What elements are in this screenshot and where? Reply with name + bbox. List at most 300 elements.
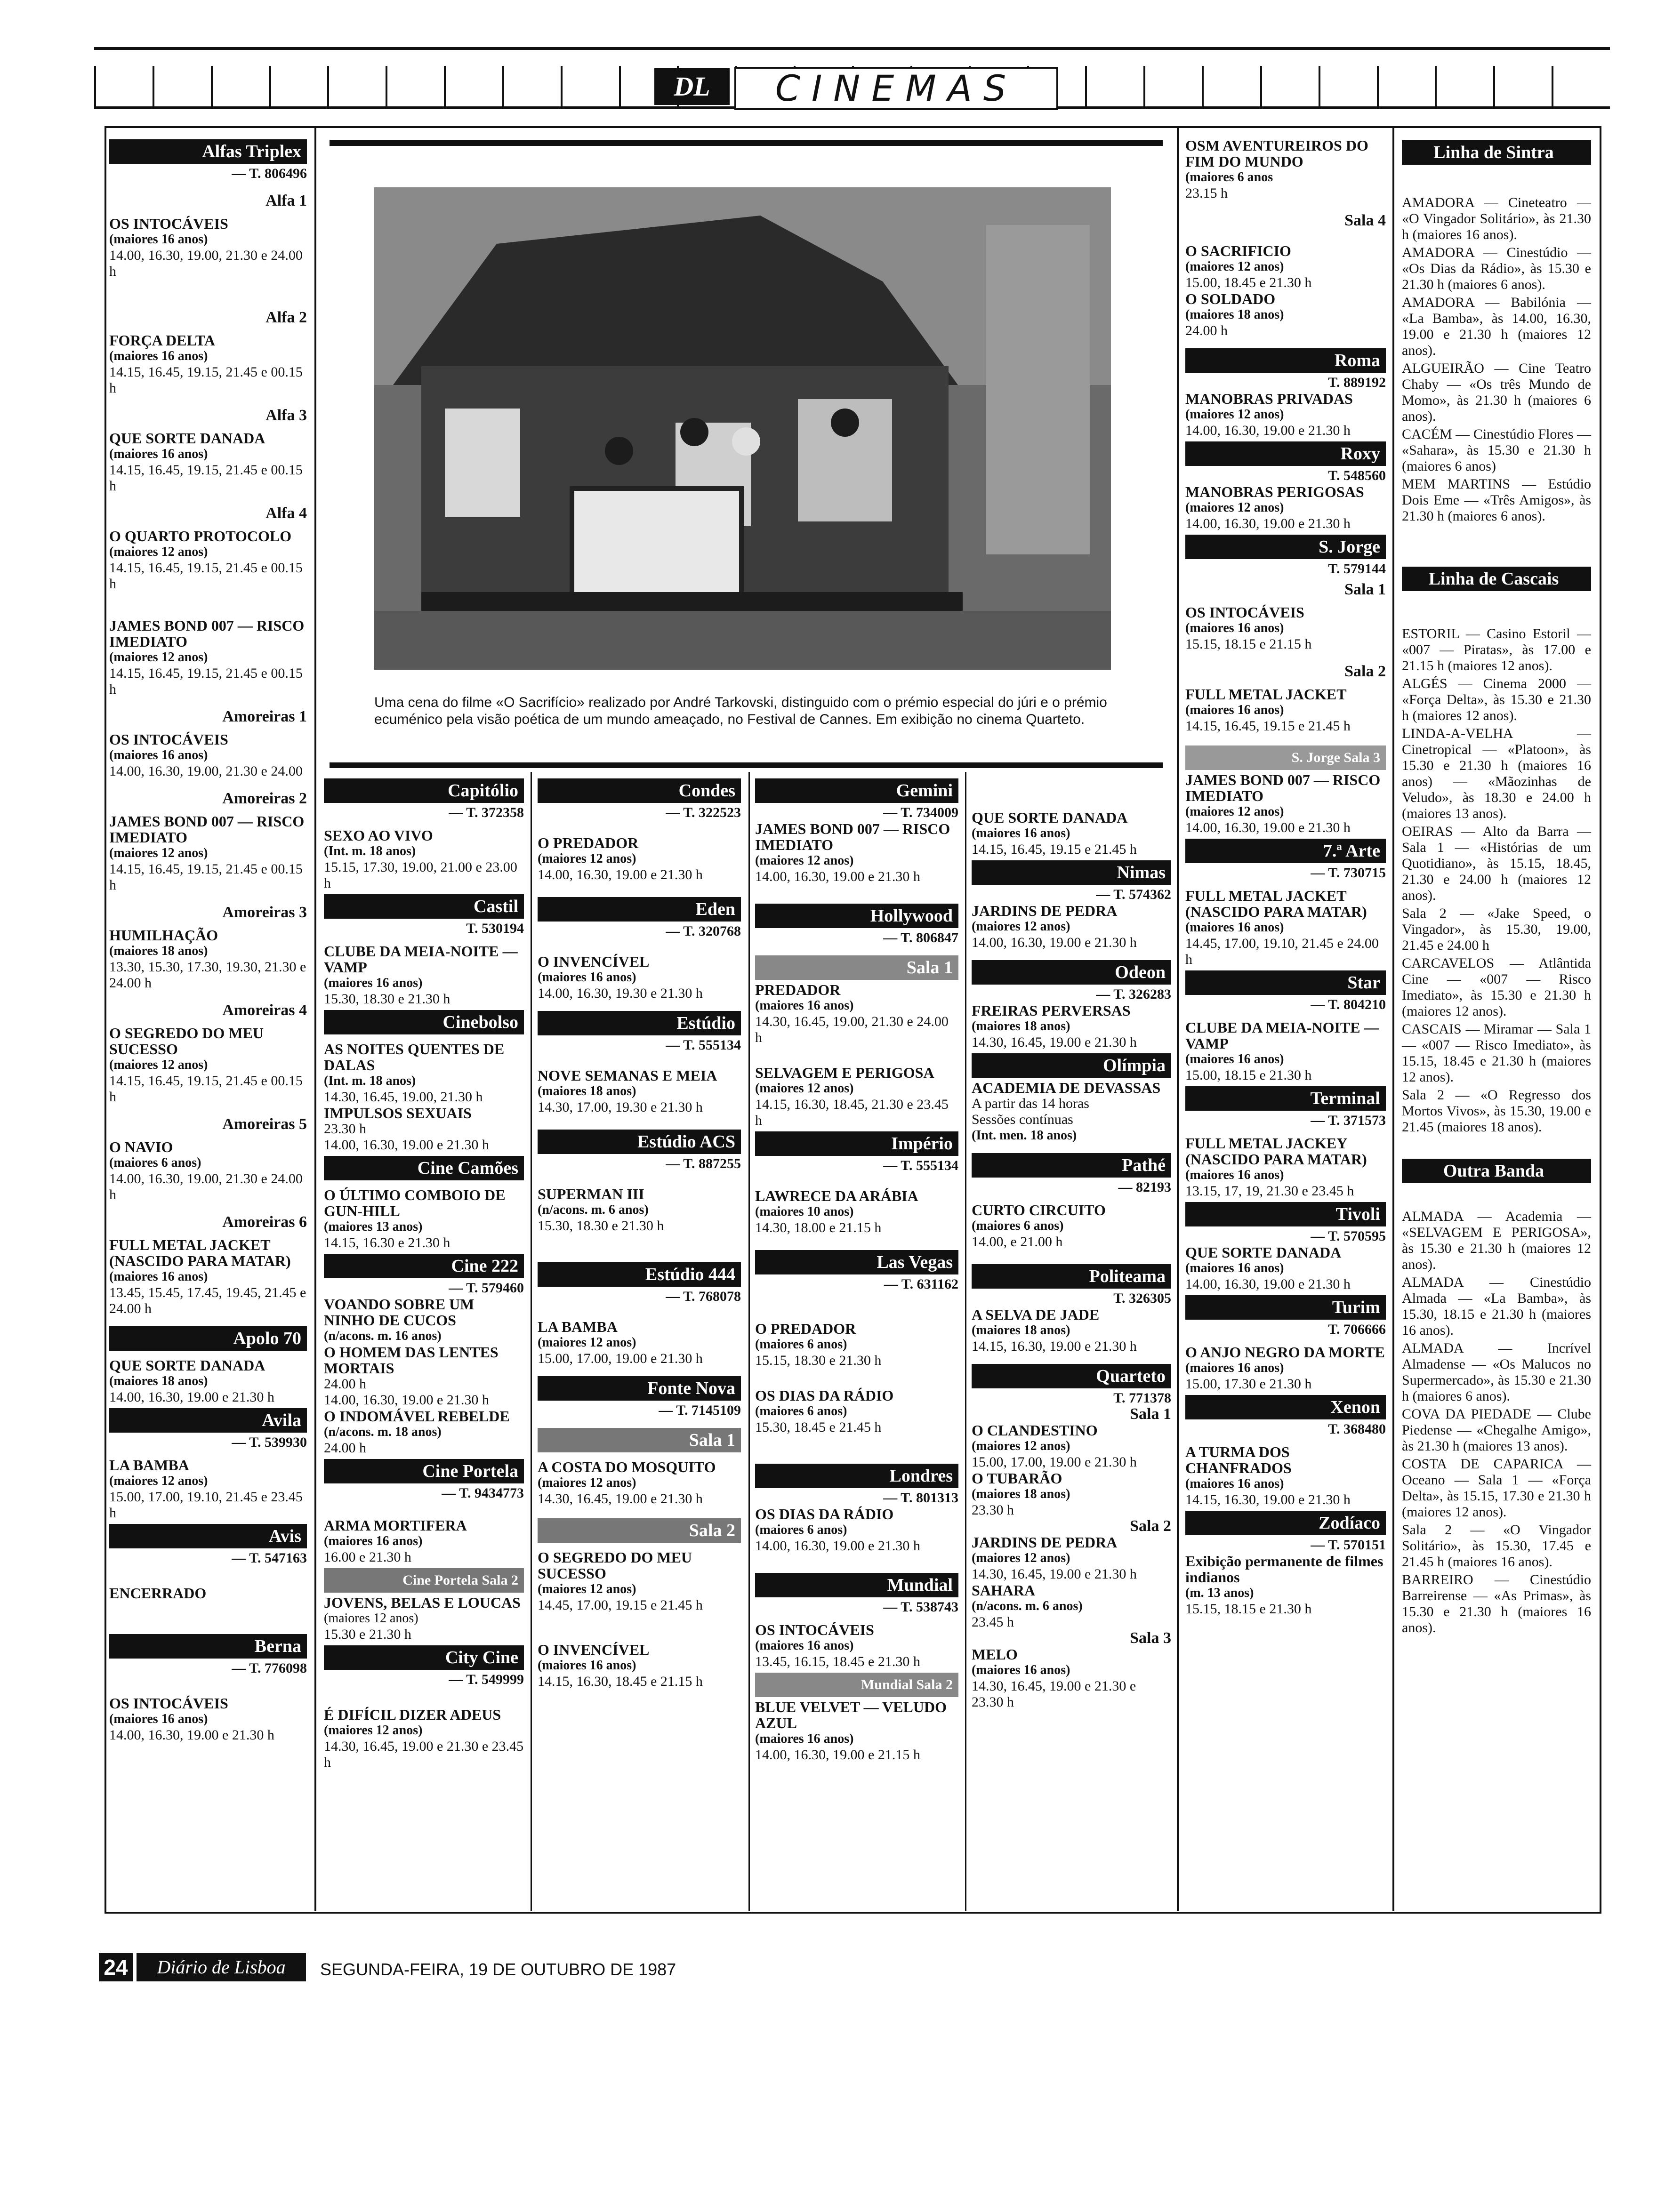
photo-scene-image [374,187,1111,670]
page-footer [99,1953,805,1986]
rating: (maiores 12 anos) [109,650,208,665]
room-header: Sala 2 [538,1518,741,1543]
rating: (Int. m. 18 anos) [324,844,416,858]
film-title: PREDADOR [755,981,841,998]
rating: (maiores 16 anos) [1185,1361,1284,1375]
film-title: OS INTOCÁVEIS [755,1621,874,1638]
film-title: CLUBE DA MEIA-NOITE — VAMP [324,943,518,976]
showtimes: 16.00 e 21.30 h [324,1549,411,1565]
room-label: Sala 2 [1130,1517,1171,1535]
showtimes: 23.45 h [972,1614,1014,1630]
showtimes: 14.15, 16.45, 19.15, 21.45 e 00.15 h [109,560,303,592]
rating: (maiores 6 anos) [972,1218,1064,1233]
showtimes: 15.00, 17.00, 19.00 e 21.30 h [972,1454,1137,1470]
rating: (maiores 16 anos) [1185,621,1284,635]
cinema-header: Tivoli [1185,1202,1386,1226]
showtimes: 14.45, 17.00, 19.15 e 21.45 h [538,1597,703,1613]
showtimes: 14.00, 16.30, 19.00 e 21.15 h [755,1747,920,1763]
rating: (maiores 16 anos) [109,349,208,363]
column-5 [972,805,1171,1710]
cinema-header: Turim [1185,1295,1386,1320]
phone: — T. 555134 [666,1037,741,1053]
schedule-note: A partir das 14 horas [972,1096,1089,1111]
rating: (maiores 12 anos) [1185,407,1284,422]
showtimes: 14.30, 16.45, 19.00 e 21.30 h [972,1566,1137,1582]
rating: (maiores 16 anos) [324,1534,423,1548]
issue-date: SEGUNDA-FEIRA, 19 DE OUTUBRO DE 1987 [320,1960,676,1979]
phone: T. 530194 [466,921,524,936]
rating: (maiores 6 anos) [755,1523,847,1537]
cinema-header: Estúdio 444 [538,1262,741,1287]
showtimes: 14.00, 16.30, 19.00 e 21.30 h [755,869,920,884]
column-6 [1185,137,1386,1617]
showtimes: 24.00 h [324,1440,366,1456]
phone: — T. 730715 [1311,865,1386,881]
cinema-header: Cinebolso [324,1010,524,1034]
room-label: Amoreiras 1 [222,708,307,725]
showtimes: 23.30 h [972,1502,1014,1518]
room-label: Amoreiras 6 [222,1213,307,1231]
regional-listing: CARCAVELOS — Atlântida Cine — «007 — Risco Imediato», às 15.30 e 21.30 h (maiores 12 anos). [1402,955,1591,1019]
film-title: VOANDO SOBRE UM NINHO DE CUCOS [324,1296,475,1329]
cinema-header: Cine Camões [324,1156,524,1180]
phone: — T. 371573 [1311,1113,1386,1128]
schedule-note: Sessões contínuas [972,1112,1073,1127]
regional-listing: MEM MARTINS — Estúdio Dois Eme — «Três Amigos», às 21.30 h (maiores 6 anos). [1402,476,1591,524]
film-title: FULL METAL JACKET [1185,686,1347,703]
cinema-header: City Cine [324,1645,524,1670]
room-header: Sala 1 [755,955,958,980]
showtimes: 15.15, 18.30 e 21.30 h [755,1353,882,1368]
regional-listing: ESTORIL — Casino Estoril — «007 — Piratas», às 17.00 e 21.15 h (maiores 12 anos). [1402,626,1591,673]
phone: — T. 320768 [666,923,741,939]
film-title: OS INTOCÁVEIS [109,215,228,232]
film-title: O SEGREDO DO MEU SUCESSO [538,1549,692,1582]
rating: (maiores 12 anos) [538,1335,636,1350]
film-title: QUE SORTE DANADA [972,809,1128,826]
regional-listing: COSTA DE CAPARICA — Oceano — Sala 1 — «Força Delta», às 15.15, 17.30 e 21.30 h (maiores 12 anos). [1402,1456,1591,1520]
showtimes: 15.30 e 21.30 h [324,1627,411,1642]
room-label: Amoreiras 2 [222,790,307,807]
cinema-header: Alfas Triplex [109,139,307,164]
region-header-outra-banda: Outra Banda [1402,1159,1591,1183]
regional-listing: LINDA-A-VELHA — Cinetropical — «Platoon», às 15.30 e 21.30 h (maiores 16 anos) — «Mãozinhas de Veludo», às 18.30 e 24.00 h (maiores 13 anos). [1402,726,1591,821]
rating: (maiores 16 anos) [109,1712,208,1726]
showtimes: 14.15, 16.45, 19.15 e 21.45 h [1185,718,1351,734]
film-title: JARDINS DE PEDRA [972,1534,1118,1551]
showtimes: 23.15 h [1185,185,1228,201]
film-title: Exibição permanente de filmes indianos [1185,1553,1384,1586]
showtimes: 14.00, 16.30, 19.00 e 21.30 h [1185,516,1351,531]
showtimes: 14.15, 16.45, 19.15, 21.45 e 00.15 h [109,1073,303,1105]
rating: (maiores 16 anos) [109,447,208,461]
room-label: Alfa 2 [265,309,307,326]
cinema-header: Fonte Nova [538,1376,741,1401]
showtimes: 15.00, 17.30 e 21.30 h [1185,1376,1312,1392]
room-label: Sala 1 [1344,581,1386,598]
phone: T. 579144 [1328,561,1386,577]
rating: (maiores 12 anos) [972,1439,1070,1453]
film-title: JOVENS, BELAS E LOUCAS [324,1594,521,1611]
film-title: FULL METAL JACKET (NASCIDO PARA MATAR) [1185,887,1367,920]
film-title: QUE SORTE DANADA [109,1357,265,1374]
film-title: O PREDADOR [538,834,639,851]
film-title: MELO [972,1646,1018,1663]
film-title: JAMES BOND 007 — RISCO IMEDIATO [109,813,305,846]
showtimes: 13.45, 16.15, 18.45 e 21.30 h [755,1654,920,1669]
showtimes: 24.00 h [1185,323,1228,338]
cinema-header: Berna [109,1634,307,1659]
regional-listing: ALMADA — Cinestúdio Almada — «La Bamba», às 15.30, 18.15 e 21.30 h (maiores 16 anos). [1402,1274,1591,1338]
column-4 [755,776,958,1763]
regional-listing: AMADORA — Cineteatro — «O Vingador Solitário», às 21.30 h (maiores 16 anos). [1402,195,1591,242]
showtimes: 14.00, 16.30, 19.00 e 21.30 h [1185,423,1351,438]
cinema-header: Gemini [755,778,958,803]
phone: — T. 801313 [883,1490,958,1506]
film-title: ENCERRADO [109,1585,207,1602]
showtimes: 14.15, 16.45, 19.15, 21.45 e 00.15 h [109,665,303,697]
showtimes: 14.15, 16.45, 19.15, 21.45 e 00.15 h [109,364,303,396]
rating: (maiores 16 anos) [1185,1261,1284,1275]
phone: — T. 887255 [666,1156,741,1171]
rating: (maiores 16 anos) [109,748,208,762]
column-2 [324,776,524,1771]
cinema-header: Império [755,1131,958,1156]
rating: (maiores 16 anos) [1185,703,1284,717]
film-title: FULL METAL JACKEY (NASCIDO PARA MATAR) [1185,1135,1367,1168]
room-header: Sala 1 [538,1428,741,1452]
cinema-header: Nimas [972,860,1171,885]
showtimes: 14.15, 16.30, 19.00 e 21.30 h [1185,1492,1351,1507]
cinema-header: Cine Portela [324,1459,524,1483]
phone: — T. 372358 [449,805,524,820]
regional-listing: AMADORA — Babilónia — «La Bamba», às 14.00, 16.30, 19.00 e 21.30 h (maiores 12 anos). [1402,295,1591,358]
showtimes: 14.30, 17.00, 19.30 e 21.30 h [538,1099,703,1115]
section-title: CINEMAS [734,67,1058,110]
cinema-header: Condes [538,778,741,803]
rating: (maiores 16 anos) [1185,920,1284,935]
cinema-header: Quarteto [972,1364,1171,1388]
rating: (maiores 18 anos) [972,1019,1070,1034]
showtimes: 15.00, 17.00, 19.10, 21.45 e 23.45 h [109,1489,303,1521]
phone: T. 771378 [1113,1390,1171,1406]
rating: (maiores 12 anos) [1185,259,1284,274]
rating: (maiores 12 anos) [324,1611,418,1626]
cinema-header: Hollywood [755,904,958,928]
showtimes: 14.15, 16.30, 19.00 e 21.30 h [972,1338,1137,1354]
showtimes: 14.15, 16.45, 19.15, 21.45 e 00.15 h [109,861,303,893]
regional-listing: ALGÉS — Cinema 2000 — «Força Delta», às 15.30 e 21.30 h (maiores 12 anos). [1402,676,1591,723]
cinema-header: Terminal [1185,1086,1386,1111]
showtimes: 14.00, 16.30, 19.00 e 21.30 h [972,935,1137,950]
rating: (maiores 16 anos) [755,998,854,1013]
rating: (maiores 16 anos) [1185,1476,1284,1491]
film-title: ACADEMIA DE DEVASSAS [972,1079,1161,1096]
film-title: MANOBRAS PERIGOSAS [1185,483,1364,500]
rating: (Int. men. 18 anos) [972,1128,1077,1143]
film-title: OS INTOCÁVEIS [109,1695,228,1712]
showtimes: 14.00, 16.30, 19.00 e 21.30 h [109,1389,274,1405]
rating: (maiores 16 anos) [538,970,636,985]
rating: (maiores 12 anos) [755,1081,854,1096]
phone: — T. 538743 [883,1599,958,1615]
showtimes: 14.30, 16.45, 19.00, 21.30 e 24.00 h [755,1014,949,1045]
showtimes: 14.30, 16.45, 19.00 e 21.30 h [538,1491,703,1507]
film-title: FULL METAL JACKET (NASCIDO PARA MATAR) [109,1236,291,1269]
cinema-header: Las Vegas [755,1250,958,1274]
film-title: CLUBE DA MEIA-NOITE — VAMP [1185,1019,1379,1052]
rating: (maiores 18 anos) [109,1374,208,1388]
column-1 [109,136,307,1743]
phone: — T. 570151 [1311,1537,1386,1553]
phone: T. 326305 [1113,1290,1171,1306]
phone: — T. 631162 [884,1276,958,1292]
film-title: O ÚLTIMO COMBOIO DE GUN-HILL [324,1186,506,1219]
rating: (maiores 16 anos) [972,1663,1070,1677]
room-label: Sala 3 [1130,1629,1171,1647]
cinema-subheader: S. Jorge Sala 3 [1185,745,1386,770]
film-title: O HOMEM DAS LENTES MORTAIS [324,1344,499,1377]
regional-listing: Sala 2 — «O Vingador Solitário», às 15.30, 17.45 e 21.45 h (maiores 16 anos). [1402,1522,1591,1570]
phone: — 82193 [1118,1179,1171,1195]
film-title: LA BAMBA [538,1318,618,1335]
showtimes: 14.00, e 21.00 h [972,1234,1063,1250]
phone: T. 368480 [1328,1421,1386,1437]
showtimes: 15.15, 18.15 e 21.30 h [1185,1601,1312,1617]
film-title: O INVENCÍVEL [538,953,650,970]
film-title: O QUARTO PROTOCOLO [109,528,292,545]
film-title: SAHARA [972,1582,1036,1599]
showtimes: 14.00, 16.30, 19.00 e 21.30 h [324,1392,489,1408]
cinema-header: Zodíaco [1185,1511,1386,1535]
room-label: Alfa 1 [265,192,307,209]
rating: (maiores 12 anos) [538,851,636,866]
film-still-photo [374,187,1111,670]
rating: (maiores 12 anos) [972,1551,1070,1565]
phone: — T. 768078 [666,1289,741,1304]
film-title: SEXO AO VIVO [324,827,433,844]
showtimes: 14.00, 16.30, 19.30 e 21.30 h [538,986,703,1001]
showtimes: 14.15, 16.30, 18.45 e 21.15 h [538,1674,703,1689]
showtimes: 14.15, 16.30, 18.45, 21.30 e 23.45 h [755,1097,949,1128]
cinema-header: Eden [538,897,741,922]
rating: (maiores 16 anos) [755,1731,854,1746]
film-title: JAMES BOND 007 — RISCO IMEDIATO [109,617,305,650]
cinema-header: Londres [755,1464,958,1488]
film-title: LAWRECE DA ARÁBIA [755,1187,918,1204]
region-header-sintra: Linha de Sintra [1402,140,1591,165]
film-title: É DIFÍCIL DIZER ADEUS [324,1706,501,1723]
film-title: O ANJO NEGRO DA MORTE [1185,1344,1385,1361]
cinema-subheader: Mundial Sala 2 [755,1673,958,1697]
rating: (maiores 18 anos) [972,1487,1070,1501]
film-title: CURTO CIRCUITO [972,1202,1106,1218]
rating: (maiores 13 anos) [324,1219,423,1234]
film-title: AS NOITES QUENTES DE DALAS [324,1041,505,1074]
showtimes: 14.00, 16.30, 19.00 e 21.30 h [538,867,703,882]
showtimes: 23.30 h [324,1121,366,1137]
rating: (maiores 16 anos) [755,1638,854,1653]
film-title: A SELVA DE JADE [972,1306,1100,1323]
regional-listing: Sala 2 — «O Regresso dos Mortos Vivos», às 15.30, 19.00 e 21.45 (maiores 18 anos). [1402,1087,1591,1135]
film-title: O SOLDADO [1185,290,1276,307]
cinema-header: Olímpia [972,1053,1171,1078]
showtimes: 14.30, 16.45, 19.00 e 21.30 e 23.45 h [324,1739,524,1770]
rating: (maiores 10 anos) [755,1204,854,1219]
phone: — T. 776098 [232,1660,307,1676]
rating: (maiores 12 anos) [755,853,854,868]
rating: (maiores 12 anos) [538,1475,636,1490]
phone: — T. 806496 [232,166,307,181]
rating: (maiores 6 anos) [109,1155,201,1170]
cinema-subheader: Cine Portela Sala 2 [324,1568,524,1593]
showtimes: 13.30, 15.30, 17.30, 19.30, 21.30 e 24.00 h [109,959,306,991]
rating: (maiores 16 anos) [324,976,423,990]
film-title: O SEGREDO DO MEU SUCESSO [109,1025,264,1058]
room-label: Amoreiras 5 [222,1115,307,1133]
film-title: ARMA MORTIFERA [324,1517,467,1534]
film-title: O PREDADOR [755,1320,856,1337]
film-title: O INVENCÍVEL [538,1641,650,1658]
showtimes: 15.00, 17.00, 19.00 e 21.30 h [538,1351,703,1366]
region-header-cascais: Linha de Cascais [1402,567,1591,591]
film-title: IMPULSOS SEXUAIS [324,1105,472,1122]
film-title: OS DIAS DA RÁDIO [755,1506,894,1523]
regional-listing: AMADORA — Cinestúdio — «Os Dias da Rádio», às 15.30 e 21.30 h (maiores 6 anos). [1402,245,1591,292]
regional-listing: OEIRAS — Alto da Barra — Sala 1 — «Histórias de um Quotidiano», às 15.15, 18.45, 21.30 e 24.00 h (maiores 12 anos). [1402,824,1591,903]
cinema-header: S. Jorge [1185,535,1386,559]
film-title: HUMILHAÇÃO [109,927,218,944]
showtimes: 24.00 h [324,1376,366,1392]
rating: (maiores 12 anos) [538,1582,636,1596]
masthead [0,0,1657,113]
showtimes: 13.15, 17, 19, 21.30 e 23.45 h [1185,1183,1354,1199]
phone: — T. 570595 [1311,1228,1386,1244]
showtimes: 13.45, 15.45, 17.45, 19.45, 21.45 e 24.00 h [109,1285,306,1316]
regional-listing: Sala 2 — «Jake Speed, o Vingador», às 15.30, 19.00, 21.45 e 24.00 h [1402,906,1591,953]
rating: (maiores 18 anos) [1185,307,1284,322]
film-title: OS INTOCÁVEIS [1185,604,1304,621]
showtimes: 14.00, 16.30, 19.00 e 21.30 h [755,1538,920,1554]
film-title: MANOBRAS PRIVADAS [1185,390,1353,407]
cinema-header: Cine 222 [324,1254,524,1278]
regional-listing: BARREIRO — Cinestúdio Barreirense — «As Primas», às 15.30 e 21.30 h (maiores 16 anos). [1402,1572,1591,1635]
cinema-header: Mundial [755,1573,958,1597]
cinema-header: Pathé [972,1153,1171,1178]
cinema-header: 7.ª Arte [1185,839,1386,863]
showtimes: 15.00, 18.15 e 21.30 h [1185,1067,1312,1083]
phone: T. 889192 [1328,375,1386,390]
showtimes: 14.00, 16.30, 19.00 e 21.30 h [1185,1276,1351,1292]
column-7 [1402,137,1591,1638]
cinema-header: Avila [109,1408,307,1433]
film-title: QUE SORTE DANADA [1185,1244,1342,1261]
column-3 [538,776,741,1690]
rating: (n/acons. m. 6 anos) [538,1202,649,1217]
phone: — T. 734009 [883,805,958,820]
rating: (maiores 12 anos) [109,1058,208,1072]
rating: (maiores 6 anos) [755,1404,847,1419]
cinema-header: Xenon [1185,1395,1386,1419]
phone: — T. 326283 [1096,986,1171,1002]
rating: (maiores 16 anos) [972,826,1070,841]
film-title: JAMES BOND 007 — RISCO IMEDIATO [755,820,950,853]
showtimes: 14.00, 16.30, 19.00 e 21.30 h [109,1727,274,1743]
rating: (maiores 16 anos) [1185,1052,1284,1066]
rating: (maiores 12 anos) [109,846,208,860]
showtimes: 15.15, 18.15 e 21.15 h [1185,636,1312,652]
cinema-header: Capitólio [324,778,524,803]
film-title: O CLANDESTINO [972,1422,1098,1439]
showtimes: 14.15, 16.45, 19.15, 21.45 e 00.15 h [109,462,303,494]
showtimes: 15.30, 18.30 e 21.30 h [324,991,450,1007]
cinema-header: Roma [1185,348,1386,373]
film-title: OSM AVENTUREIROS DO FIM DO MUNDO [1185,137,1368,170]
showtimes: 15.30, 18.45 e 21.45 h [755,1419,882,1435]
rating: (maiores 6 anos) [755,1337,847,1352]
film-title: FREIRAS PERVERSAS [972,1002,1131,1019]
newspaper-name: Diário de Lisboa [137,1953,306,1981]
phone: — T. 574362 [1096,887,1171,902]
regional-listing: CACÉM — Cinestúdio Flores — «Sahara», às 15.30 e 21.30 h (maiores 6 anos) [1402,426,1591,474]
film-title: LA BAMBA [109,1457,189,1474]
showtimes: 14.30, 18.00 e 21.15 h [755,1220,882,1235]
rating: (maiores 12 anos) [109,545,208,559]
showtimes: 15.00, 18.45 e 21.30 h [1185,275,1312,290]
rating: (maiores 12 anos) [1185,804,1284,819]
cinema-header: Apolo 70 [109,1326,307,1351]
room-label: Sala 2 [1344,663,1386,680]
rating: (maiores 12 anos) [972,919,1070,934]
showtimes: 14.30, 16.45, 19.00 e 21.30 e 23.30 h [972,1678,1136,1710]
rating: (Int. m. 18 anos) [324,1074,416,1088]
showtimes: 14.00, 16.30, 19.00, 21.30 e 24.00 h [109,1171,303,1202]
film-title: O TUBARÃO [972,1470,1062,1487]
rating: (maiores 12 anos) [324,1723,423,1738]
room-label: Sala 1 [1130,1405,1171,1423]
phone: — T. 555134 [883,1158,958,1173]
showtimes: 15.15, 17.30, 19.00, 21.00 e 23.00 h [324,859,517,891]
room-label: Amoreiras 3 [222,904,307,921]
film-title: NOVE SEMANAS E MEIA [538,1067,717,1084]
rating: (maiores 16 anos) [538,1658,636,1673]
rating: (maiores 18 anos) [972,1323,1070,1338]
cinema-header: Castil [324,894,524,919]
regional-listing: CASCAIS — Miramar — Sala 1 — «007 — Risco Imediato», às 15.15, 18.45 e 21.30 h (maiores 12 anos). [1402,1021,1591,1085]
showtimes: 15.30, 18.30 e 21.30 h [538,1218,664,1234]
regional-listing: ALMADA — Incrível Almadense — «Os Malucos no Supermercado», às 15.30 e 21.30 h (maiores 6 anos). [1402,1340,1591,1404]
film-title: SELVAGEM E PERIGOSA [755,1064,934,1081]
film-title: A COSTA DO MOSQUITO [538,1459,716,1475]
showtimes: 14.45, 17.00, 19.10, 21.45 e 24.00 h [1185,936,1379,967]
rating: (maiores 18 anos) [538,1084,636,1098]
rating: (m. 13 anos) [1185,1586,1254,1600]
phone: — T. 804210 [1311,997,1386,1012]
cinema-header: Star [1185,970,1386,995]
film-title: O SACRIFICIO [1185,242,1291,259]
phone: — T. 579460 [449,1280,524,1296]
phone: T. 706666 [1328,1322,1386,1337]
room-label: Amoreiras 4 [222,1002,307,1019]
film-title: JARDINS DE PEDRA [972,902,1118,919]
showtimes: 14.30, 16.45, 19.00 e 21.30 h [972,1034,1137,1050]
film-title: FORÇA DELTA [109,332,215,349]
showtimes: 14.00, 16.30, 19.00 e 21.30 h [1185,820,1351,835]
regional-listing: ALGUEIRÃO — Cine Teatro Chaby — «Os três Mundo de Momo», às 21.30 h (maiores 6 anos). [1402,361,1591,424]
showtimes: 14.30, 16.45, 19.00, 21.30 h [324,1089,483,1105]
phone: — T. 7145109 [659,1403,741,1418]
phone: T. 548560 [1328,468,1386,483]
